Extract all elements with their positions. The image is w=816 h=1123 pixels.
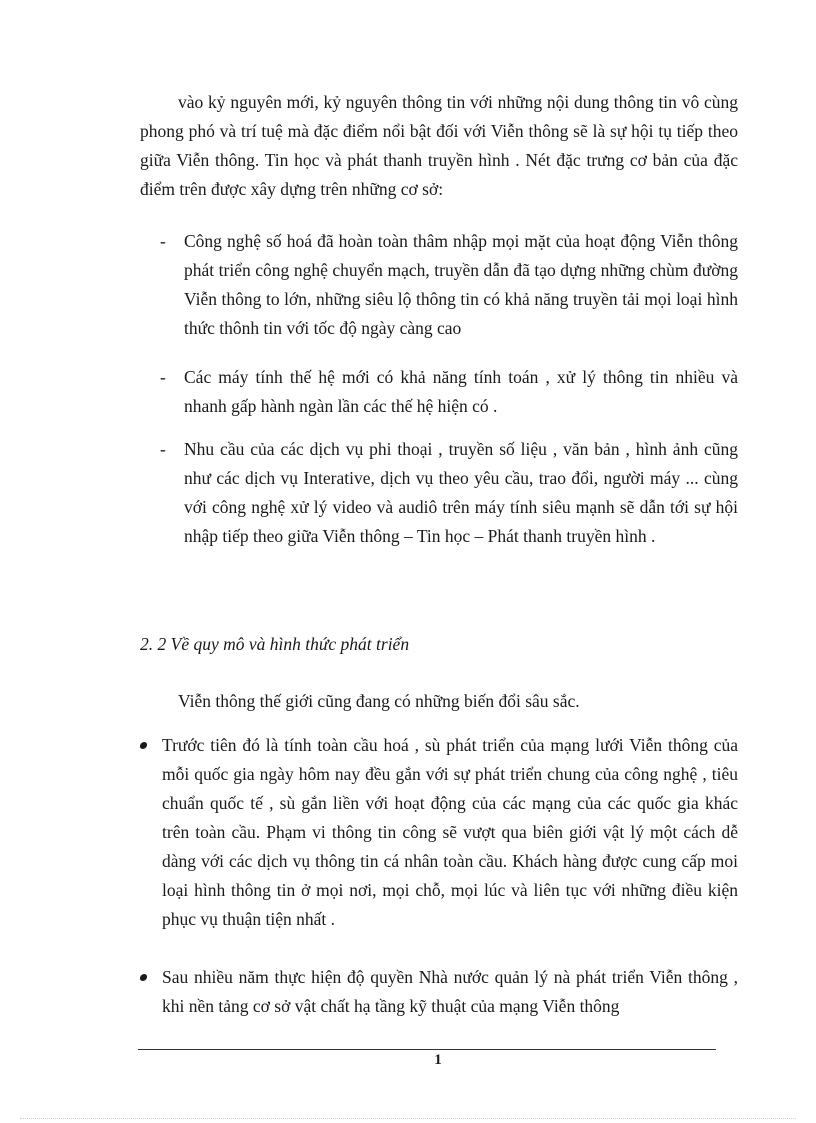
bullet-icon bbox=[139, 742, 147, 749]
dash-item-text: Nhu cầu của các dịch vụ phi thoại , truyền số liệu , văn bản , hình ảnh cũng như các dịch vụ Interative, dịch vụ theo yêu cầu, trao đổi, người máy ... cùng với công nghệ xử lý video và audiô trên máy tính siêu mạnh sẽ dẫn tới sự hội nhập tiếp theo giữa Viễn thông – Tin học – Phát thanh truyền hình . bbox=[184, 439, 738, 546]
dash-marker: - bbox=[160, 367, 166, 387]
footer-divider bbox=[138, 1049, 716, 1050]
page-number: 1 bbox=[434, 1052, 442, 1068]
bullet-item-text: Trước tiên đó là tính toàn cầu hoá , sù phát triển của mạng lưới Viễn thông của mỗi quốc gia ngày hôm nay đều gắn với sự phát triển chung của công nghệ , tiêu chuẩn quốc tế , sù gắn liền với hoạt động của các mạng của các quốc gia khác trên toàn cầu. Phạm vi thông tin công sẽ vượt qua biên giới vật lý một cách dễ dàng với các dịch vụ thông tin cá nhân toàn cầu. Khách hàng được cung cấp moi loại hình thông tin ở mọi nơi, mọi chỗ, mọi lúc và liên tục với những điều kiện phục vụ thuận tiện nhất . bbox=[162, 735, 738, 929]
dash-item-text: Công nghệ số hoá đã hoàn toàn thâm nhập mọi mặt của hoạt động Viễn thông phát triển công nghệ chuyển mạch, truyền dẫn đã tạo dựng những chùm đường Viễn thông to lớn, những siêu lộ thông tin có khả năng truyền tải mọi loại hình thức thônh tin với tốc độ ngày càng cao bbox=[184, 231, 738, 338]
bullet-list-item bbox=[140, 731, 738, 934]
dash-list-item bbox=[140, 363, 738, 421]
intro-paragraph: vào kỷ nguyên mới, kỷ nguyên thông tin với những nội dung thông tin vô cùng phong phó và trí tuệ mà đặc điểm nổi bật đối với Viễn thông sẽ là sự hội tụ tiếp theo giữa Viễn thông. Tin học và phát thanh truyền hình . Nét đặc trưng cơ bản của đặc điểm trên được xây dựng trên những cơ sở: bbox=[140, 92, 738, 199]
dash-item-text: Các máy tính thế hệ mới có khả năng tính toán , xử lý thông tin nhiều và nhanh gấp hành ngàn lần các thế hệ hiện có . bbox=[184, 367, 738, 416]
dash-list-item bbox=[140, 227, 738, 343]
dash-marker: - bbox=[160, 439, 166, 459]
lead-paragraph: Viễn thông thế giới cũng đang có những biến đổi sâu sắc. bbox=[178, 691, 580, 711]
page-edge-divider bbox=[20, 1118, 796, 1119]
dash-list-item bbox=[140, 435, 738, 580]
section-heading: 2. 2 Về quy mô và hình thức phát triển bbox=[140, 634, 410, 654]
bullet-list-item bbox=[140, 963, 738, 1021]
dash-marker: - bbox=[160, 231, 166, 251]
bullet-item-text: Sau nhiều năm thực hiện độ quyền Nhà nước quản lý nà phát triển Viễn thông , khi nền tảng cơ sở vật chất hạ tầng kỹ thuật của mạng Viễn thông bbox=[162, 967, 738, 1016]
bullet-icon bbox=[139, 974, 147, 981]
